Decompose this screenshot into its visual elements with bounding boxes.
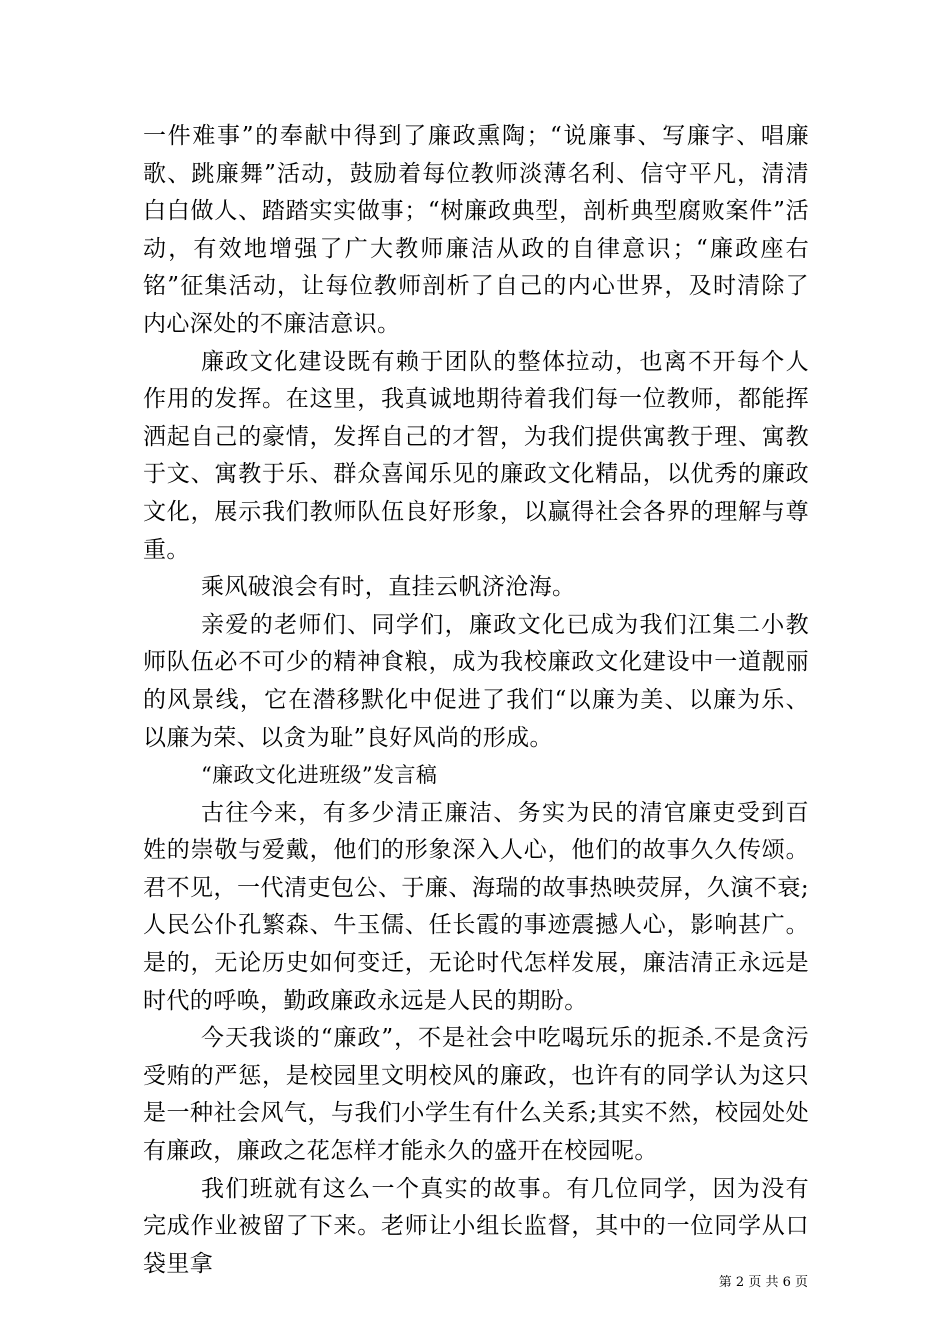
- document-page: [143, 118, 809, 1283]
- paragraph-7: 我们班就有这么一个真实的故事。有几位同学，因为没有完成作业被留了下来。老师让小组长监督，其中的一位同学从口袋里拿: [143, 1175, 809, 1277]
- page-number-footer: 第 2 页 共 6 页: [718, 1275, 808, 1290]
- paragraph-5: 古往今来，有多少清正廉洁、务实为民的清官廉吏受到百姓的崇敬与爱戴，他们的形象深入人心，他们的故事久久传颂。君不见，一代清吏包公、于廉、海瑞的故事热映荧屏，久演不衰;人民公仆孔繁森、牛玉儒、任长霞的事迹震撼人心，影响甚广。是的，无论历史如何变迁，无论时代怎样发展，廉洁清正永远是时代的呼唤，勤政廉政永远是人民的期盼。: [143, 799, 809, 1014]
- paragraph-3: 乘风破浪会有时，直挂云帆济沧海。: [201, 574, 576, 601]
- paragraph-1: 一件难事”的奉献中得到了廉政熏陶；“说廉事、写廉字、唱廉歌、跳廉舞”活动，鼓励着每位教师淡薄名利、信守平凡，清清白白做人、踏踏实实做事；“树廉政典型，剖析典型腐败案件”活动，有效地增强了广大教师廉洁从政的自律意识；“廉政座右铭”征集活动，让每位教师剖析了自己的内心世界，及时清除了内心深处的不廉洁意识。: [143, 123, 809, 337]
- paragraph-2: 廉政文化建设既有赖于团队的整体拉动，也离不开每个人作用的发挥。在这里，我真诚地期待着我们每一位教师，都能挥洒起自己的豪情，发挥自己的才智，为我们提供寓教于理、寓教于文、寓教于乐、群众喜闻乐见的廉政文化精品，以优秀的廉政文化，展示我们教师队伍良好形象，以赢得社会各界的理解与尊重。: [143, 348, 809, 563]
- paragraph-6: 今天我谈的“廉政”，不是社会中吃喝玩乐的扼杀.不是贪污受贿的严惩，是校园里文明校风的廉政，也许有的同学认为这只是一种社会风气，与我们小学生有什么关系;其实不然，校园处处有廉政，廉政之花怎样才能永久的盛开在校园呢。: [143, 1025, 809, 1165]
- speech-title: “廉政文化进班级”发言稿: [201, 763, 438, 788]
- paragraph-4: 亲爱的老师们、同学们，廉政文化已成为我们江集二小教师队伍必不可少的精神食粮，成为我校廉政文化建设中一道靓丽的风景线，它在潜移默化中促进了我们“以廉为美、以廉为乐、以廉为荣、以贪为耻”良好风尚的形成。: [143, 611, 809, 751]
